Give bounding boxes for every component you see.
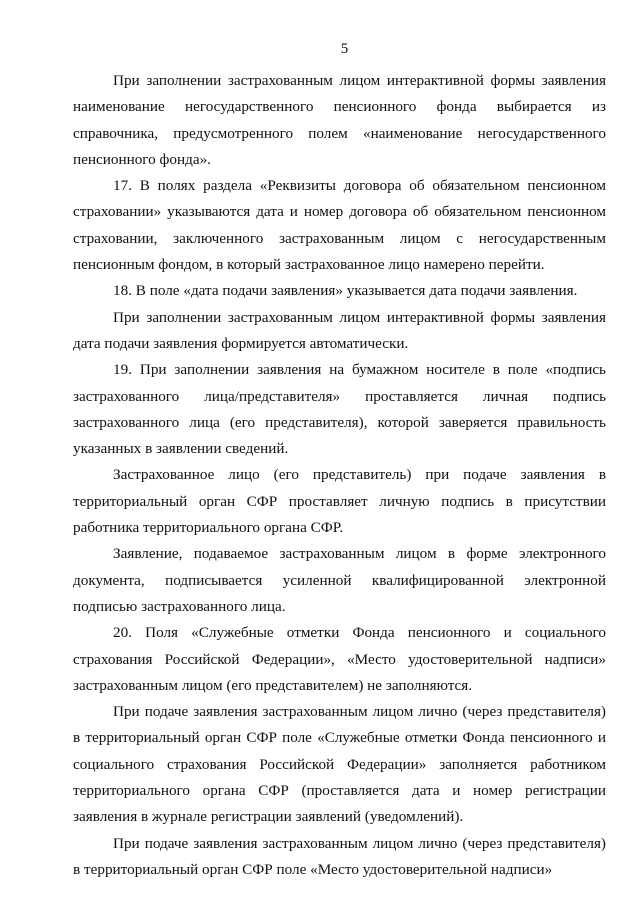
paragraph: Заявление, подаваемое застрахованным лицом в форме электронного документа, подписывается усиленной квалифицированной электронной подписью застрахованного лица. bbox=[73, 545, 606, 615]
paragraph: 19. При заполнении заявления на бумажном носителе в поле «подпись застрахованного лица/представителя» проставляется личная подпись застрахованного лица (его представителя), которой заверяется правильность указанных в заявлении сведений. bbox=[73, 361, 606, 458]
paragraph: 18. В поле «дата подачи заявления» указывается дата подачи заявления. bbox=[113, 282, 578, 300]
paragraph: При заполнении застрахованным лицом интерактивной формы заявления дата подачи заявления формируется автоматически. bbox=[73, 308, 606, 352]
paragraph: Застрахованное лицо (его представитель) при подаче заявления в территориальный орган СФР проставляет личную подпись в присутствии работника территориального органа СФР. bbox=[73, 466, 606, 537]
paragraph: При подаче заявления застрахованным лицом лично (через представителя) в территориальный орган СФР поле «Служебные отметки Фонда пенсионного и социального страхования Российской Федерации» заполняется работником территориального органа СФР (проставляется дата и номер регистрации заявления в журнале регистрации заявлений (уведомлений). bbox=[73, 703, 606, 826]
page-number: 5 bbox=[340, 41, 349, 57]
paragraph: При заполнении застрахованным лицом интерактивной формы заявления наименование негосударственного пенсионного фонда выбирается из справочника, предусмотренного полем «наименование негосударственного пенсионного фонда». bbox=[73, 72, 606, 168]
paragraph: При подаче заявления застрахованным лицом лично (через представителя) в территориальный орган СФР поле «Место удостоверительной надписи» bbox=[73, 834, 606, 878]
paragraph: 17. В полях раздела «Реквизиты договора об обязательном пенсионном страховании» указываются дата и номер договора об обязательном пенсионном страховании, заключенного застрахованным лицом с негосударственным пенсионным фондом, в который застрахованное лицо намерено перейти. bbox=[73, 177, 606, 274]
paragraph: 20. Поля «Служебные отметки Фонда пенсионного и социального страхования Российской Федерации», «Место удостоверительной надписи» застрахованным лицом (его представителем) не заполняются. bbox=[73, 624, 606, 694]
